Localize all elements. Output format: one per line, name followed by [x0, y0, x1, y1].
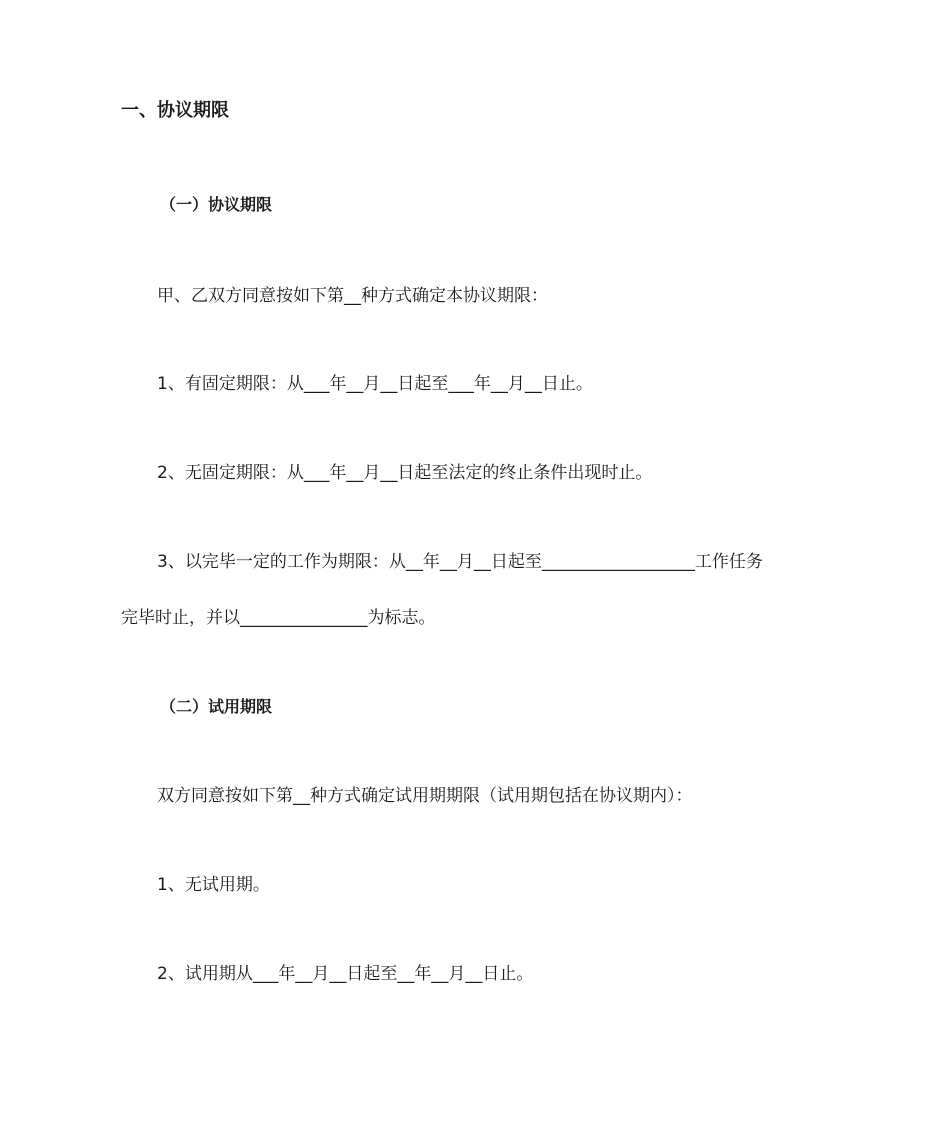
paragraph-term-intro: 甲、乙双方同意按如下第__种方式确定本协议期限：	[157, 286, 548, 306]
subsection-heading-agreement-term: （一）协议期限	[160, 195, 273, 214]
paragraph-task-term-line2: 完毕时止，并以_______________为标志。	[121, 608, 436, 628]
paragraph-no-trial: 1、无试用期。	[157, 875, 270, 895]
paragraph-fixed-term: 1、有固定期限：从___年__月__日起至___年__月__日止。	[157, 374, 593, 394]
paragraph-task-term-line1: 3、以完毕一定的工作为期限：从__年__月__日起至__________________工作任务	[157, 552, 763, 572]
paragraph-trial-dates: 2、试用期从___年__月__日起至__年__月__日止。	[157, 964, 534, 984]
paragraph-open-term: 2、无固定期限：从___年__月__日起至法定的终止条件出现时止。	[157, 463, 653, 483]
section-heading: 一、协议期限	[121, 100, 229, 121]
subsection-heading-trial-period: （二）试用期限	[160, 697, 273, 716]
paragraph-trial-intro: 双方同意按如下第__种方式确定试用期期限（试用期包括在协议期内）：	[157, 786, 693, 806]
